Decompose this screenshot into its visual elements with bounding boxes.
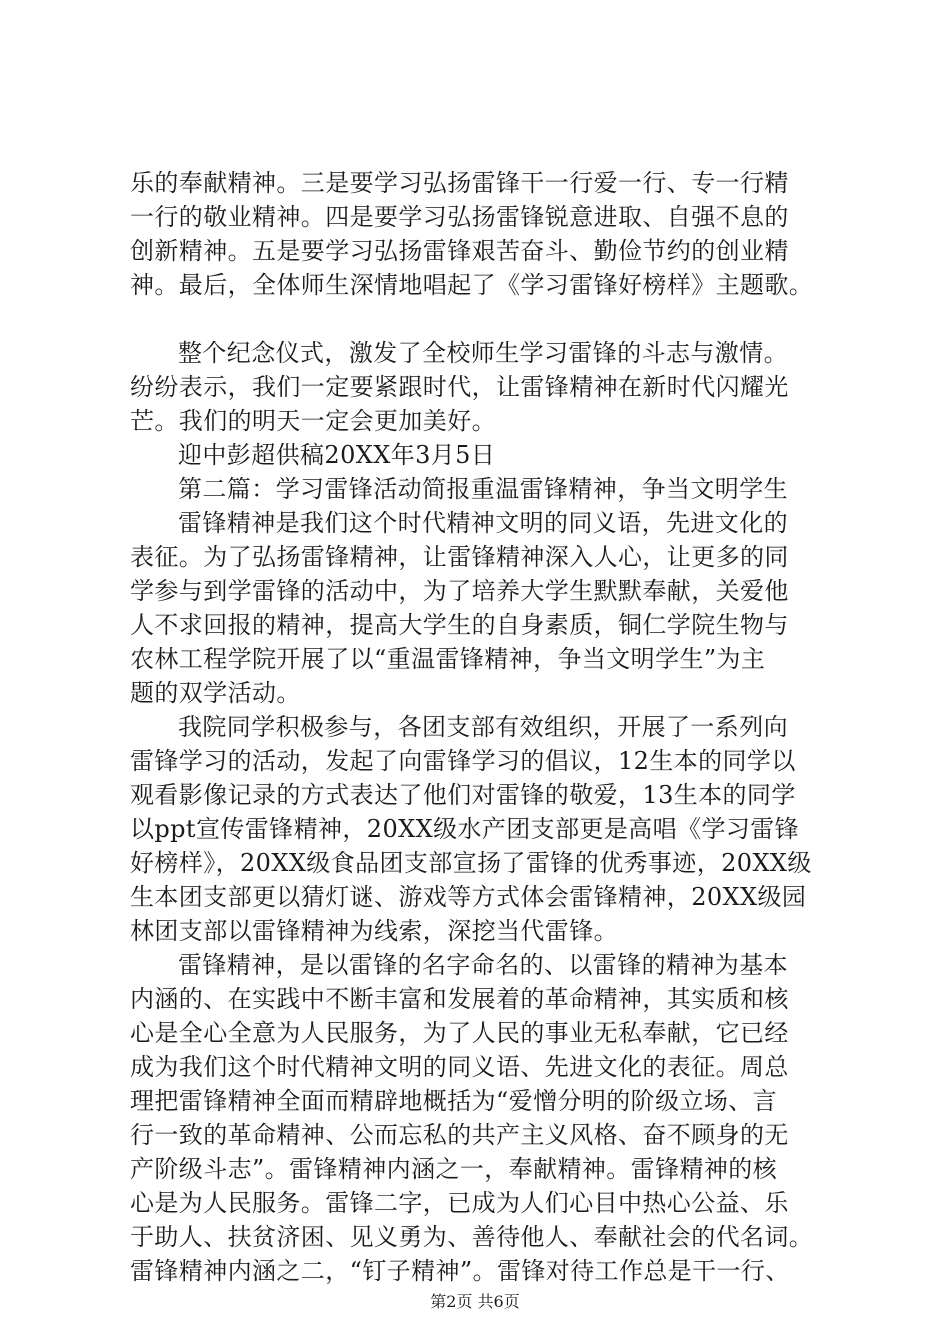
text-line: 整个纪念仪式，激发了全校师生学习雷锋的斗志与激情。 <box>178 339 788 367</box>
text-line: 第二篇：学习雷锋活动简报重温雷锋精神，争当文明学生 <box>178 475 788 503</box>
text-line: 纷纷表示，我们一定要紧跟时代，让雷锋精神在新时代闪耀光 <box>130 373 789 401</box>
text-line: 心是全心全意为人民服务，为了人民的事业无私奉献，它已经 <box>130 1019 789 1047</box>
text-line: 芒。我们的明天一定会更加美好。 <box>130 407 496 435</box>
paragraph-ceremony <box>130 336 842 438</box>
text-line: 雷锋学习的活动，发起了向雷锋学习的倡议，12生本的同学以 <box>130 747 796 775</box>
text-line: 农林工程学院开展了以“重温雷锋精神，争当文明学生”为主 <box>130 645 766 673</box>
signature-line <box>130 438 842 472</box>
text-line: 好榜样》，20XX级食品团支部宣扬了雷锋的优秀事迹，20XX级 <box>130 849 812 877</box>
text-line: 理把雷锋精神全面而精辟地概括为“爱憎分明的阶级立场、言 <box>130 1087 778 1115</box>
paragraph-continued <box>130 166 842 302</box>
text-line: 以ppt宣传雷锋精神，20XX级水产团支部更是高唱《学习雷锋 <box>130 815 800 843</box>
section-title <box>130 472 842 506</box>
text-line: 乐的奉献精神。三是要学习弘扬雷锋干一行爱一行、专一行精 <box>130 169 789 197</box>
paragraph-spirit <box>130 948 842 1288</box>
text-line: 雷锋精神，是以雷锋的名字命名的、以雷锋的精神为基本 <box>178 951 788 979</box>
text-line: 心是为人民服务。雷锋二字，已成为人们心目中热心公益、乐 <box>130 1189 789 1217</box>
document-body <box>130 166 842 1288</box>
text-line: 题的双学活动。 <box>130 679 301 707</box>
text-line: 我院同学积极参与，各团支部有效组织，开展了一系列向 <box>178 713 788 741</box>
text-line: 生本团支部更以猜灯谜、游戏等方式体会雷锋精神，20XX级园 <box>130 883 807 911</box>
text-line: 于助人、扶贫济困、见义勇为、善待他人、奉献社会的代名词。 <box>130 1223 814 1251</box>
text-line: 雷锋精神是我们这个时代精神文明的同义语，先进文化的 <box>178 509 788 537</box>
text-line: 一行的敬业精神。四是要学习弘扬雷锋锐意进取、自强不息的 <box>130 203 789 231</box>
text-line: 内涵的、在实践中不断丰富和发展着的革命精神，其实质和核 <box>130 985 789 1013</box>
text-line: 成为我们这个时代精神文明的同义语、先进文化的表征。周总 <box>130 1053 789 1081</box>
text-line: 神。最后，全体师生深情地唱起了《学习雷锋好榜样》主题歌。 <box>130 271 814 299</box>
paragraph-gap <box>130 302 842 336</box>
paragraph-activities <box>130 710 842 948</box>
text-line: 迎中彭超供稿20XX年3月5日 <box>178 441 496 469</box>
text-line: 学参与到学雷锋的活动中，为了培养大学生默默奉献，关爱他 <box>130 577 789 605</box>
paragraph-intro <box>130 506 842 710</box>
text-line: 行一致的革命精神、公而忘私的共产主义风格、奋不顾身的无 <box>130 1121 789 1149</box>
text-line: 雷锋精神内涵之二，“钉子精神”。雷锋对待工作总是干一行、 <box>130 1257 790 1285</box>
text-line: 表征。为了弘扬雷锋精神，让雷锋精神深入人心，让更多的同 <box>130 543 789 571</box>
text-line: 观看影像记录的方式表达了他们对雷锋的敬爱，13生本的同学 <box>130 781 796 809</box>
text-line: 人不求回报的精神，提高大学生的自身素质，铜仁学院生物与 <box>130 611 789 639</box>
text-line: 创新精神。五是要学习弘扬雷锋艰苦奋斗、勤俭节约的创业精 <box>130 237 789 265</box>
page-number-footer: 第2页 共6页 <box>430 1292 520 1311</box>
text-line: 产阶级斗志”。雷锋精神内涵之一，奉献精神。雷锋精神的核 <box>130 1155 778 1183</box>
text-line: 林团支部以雷锋精神为线索，深挖当代雷锋。 <box>130 917 618 945</box>
